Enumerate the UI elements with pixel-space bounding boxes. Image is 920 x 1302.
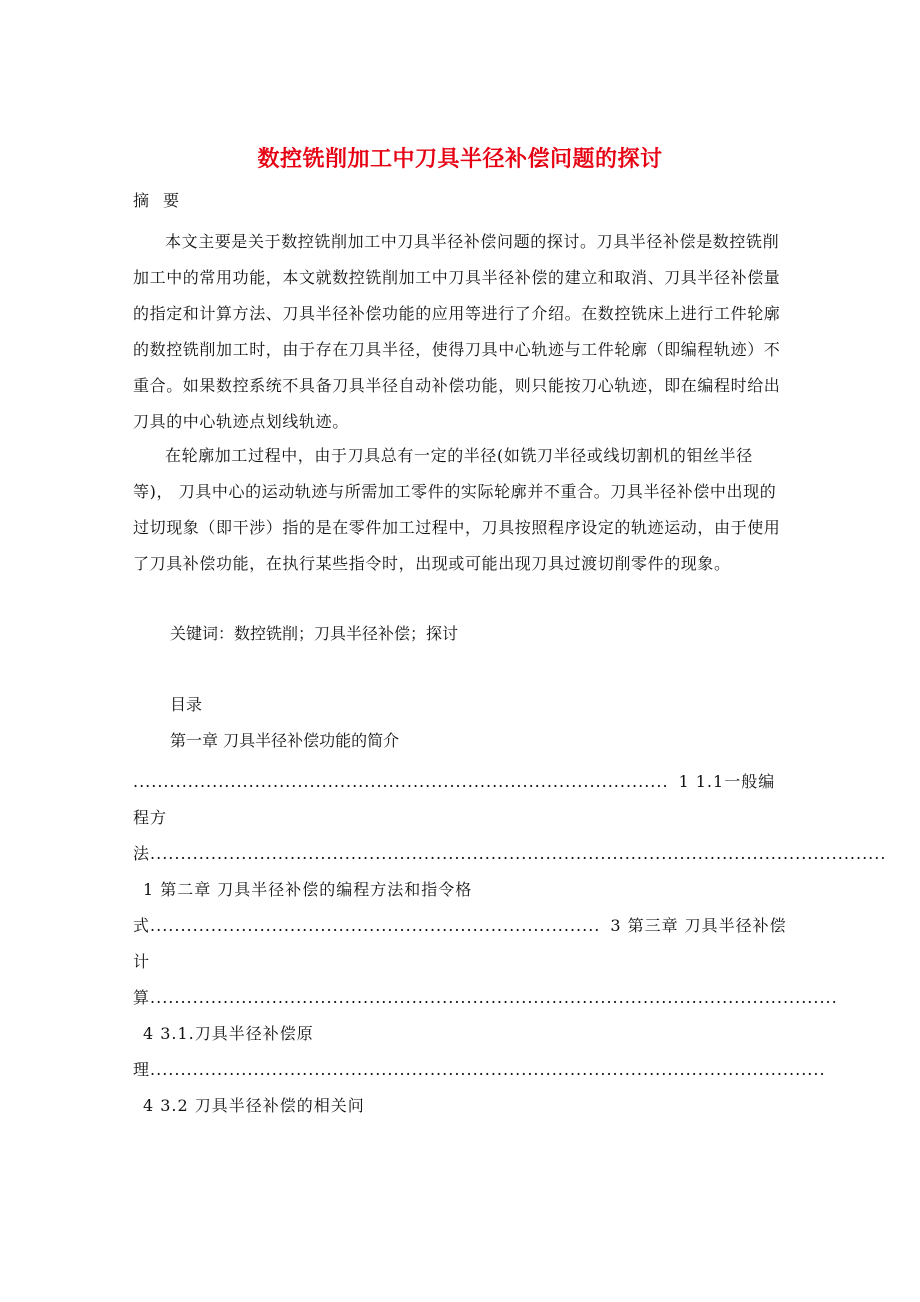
toc-heading: 目录 (170, 695, 203, 714)
abstract-paragraph-1: 本文主要是关于数控铣削加工中刀具半径补偿问题的探讨。刀具半径补偿是数控铣削加工中的常用功能，本文就数控铣削加工中刀具半径补偿的建立和取消、刀具半径补偿量的指定和计算方法、刀具半径补偿功能的应用等进行了介绍。在数控铣床上进行工件轮廓的数控铣削加工时，由于存在刀具半径，使得刀具中心轨迹与工件轮廓（即编程轨迹）不重合。如果数控系统不具备刀具半径自动补偿功能，则只能按刀心轨迹，即在编程时给出刀具的中心轨迹点划线轨迹。 (133, 232, 781, 431)
toc-entry-page: 4 (143, 1096, 155, 1115)
table-of-contents (133, 764, 887, 1124)
toc-entry-title: 第二章 刀具半径补偿的编程方法和指令格式 (133, 880, 473, 935)
toc-leader: ............................................................................................................... (150, 1060, 826, 1079)
toc-entry-page: 4 (143, 1024, 155, 1043)
abstract-label: 摘要 (133, 191, 194, 210)
toc-leader: ........................................................................................ (133, 772, 669, 791)
keywords-line: 关键词：数控铣削；刀具半径补偿；探讨 (170, 624, 459, 643)
toc-entry-page: 1 (678, 772, 690, 791)
toc-leader: .......................................................................... (150, 916, 601, 935)
toc-entry-title: 第三章 刀具半径补偿计算 (133, 916, 787, 1007)
toc-entry-page: 1 (143, 880, 155, 899)
abstract-paragraph-2: 在轮廓加工过程中，由于刀具总有一定的半径(如铣刀半径或线切割机的钼丝半径等)， 刀具中心的运动轨迹与所需加工零件的实际轮廓并不重合。刀具半径补偿中出现的过切现象（即干涉）指的是在零件加工过程中，刀具按照程序设定的轨迹运动，由于使用了刀具补偿功能，在执行某些指令时，出现或可能出现刀具过渡切削零件的现象。 (133, 446, 781, 573)
toc-entry-title: 1.1一般编程方法 (133, 772, 776, 863)
toc-entry-title: 第一章 刀具半径补偿功能的简介 (170, 731, 400, 750)
toc-entry-page: 3 (610, 916, 622, 935)
toc-leader: ......................................................................................................................... (150, 844, 887, 863)
document-title: 数控铣削加工中刀具半径补偿问题的探讨 (257, 146, 663, 172)
toc-entry-title: 3.1.刀具半径补偿原理 (133, 1024, 314, 1079)
toc-leader: ................................................................................................................. (150, 988, 838, 1007)
toc-entry-title: 3.2 刀具半径补偿的相关问 (160, 1096, 365, 1115)
